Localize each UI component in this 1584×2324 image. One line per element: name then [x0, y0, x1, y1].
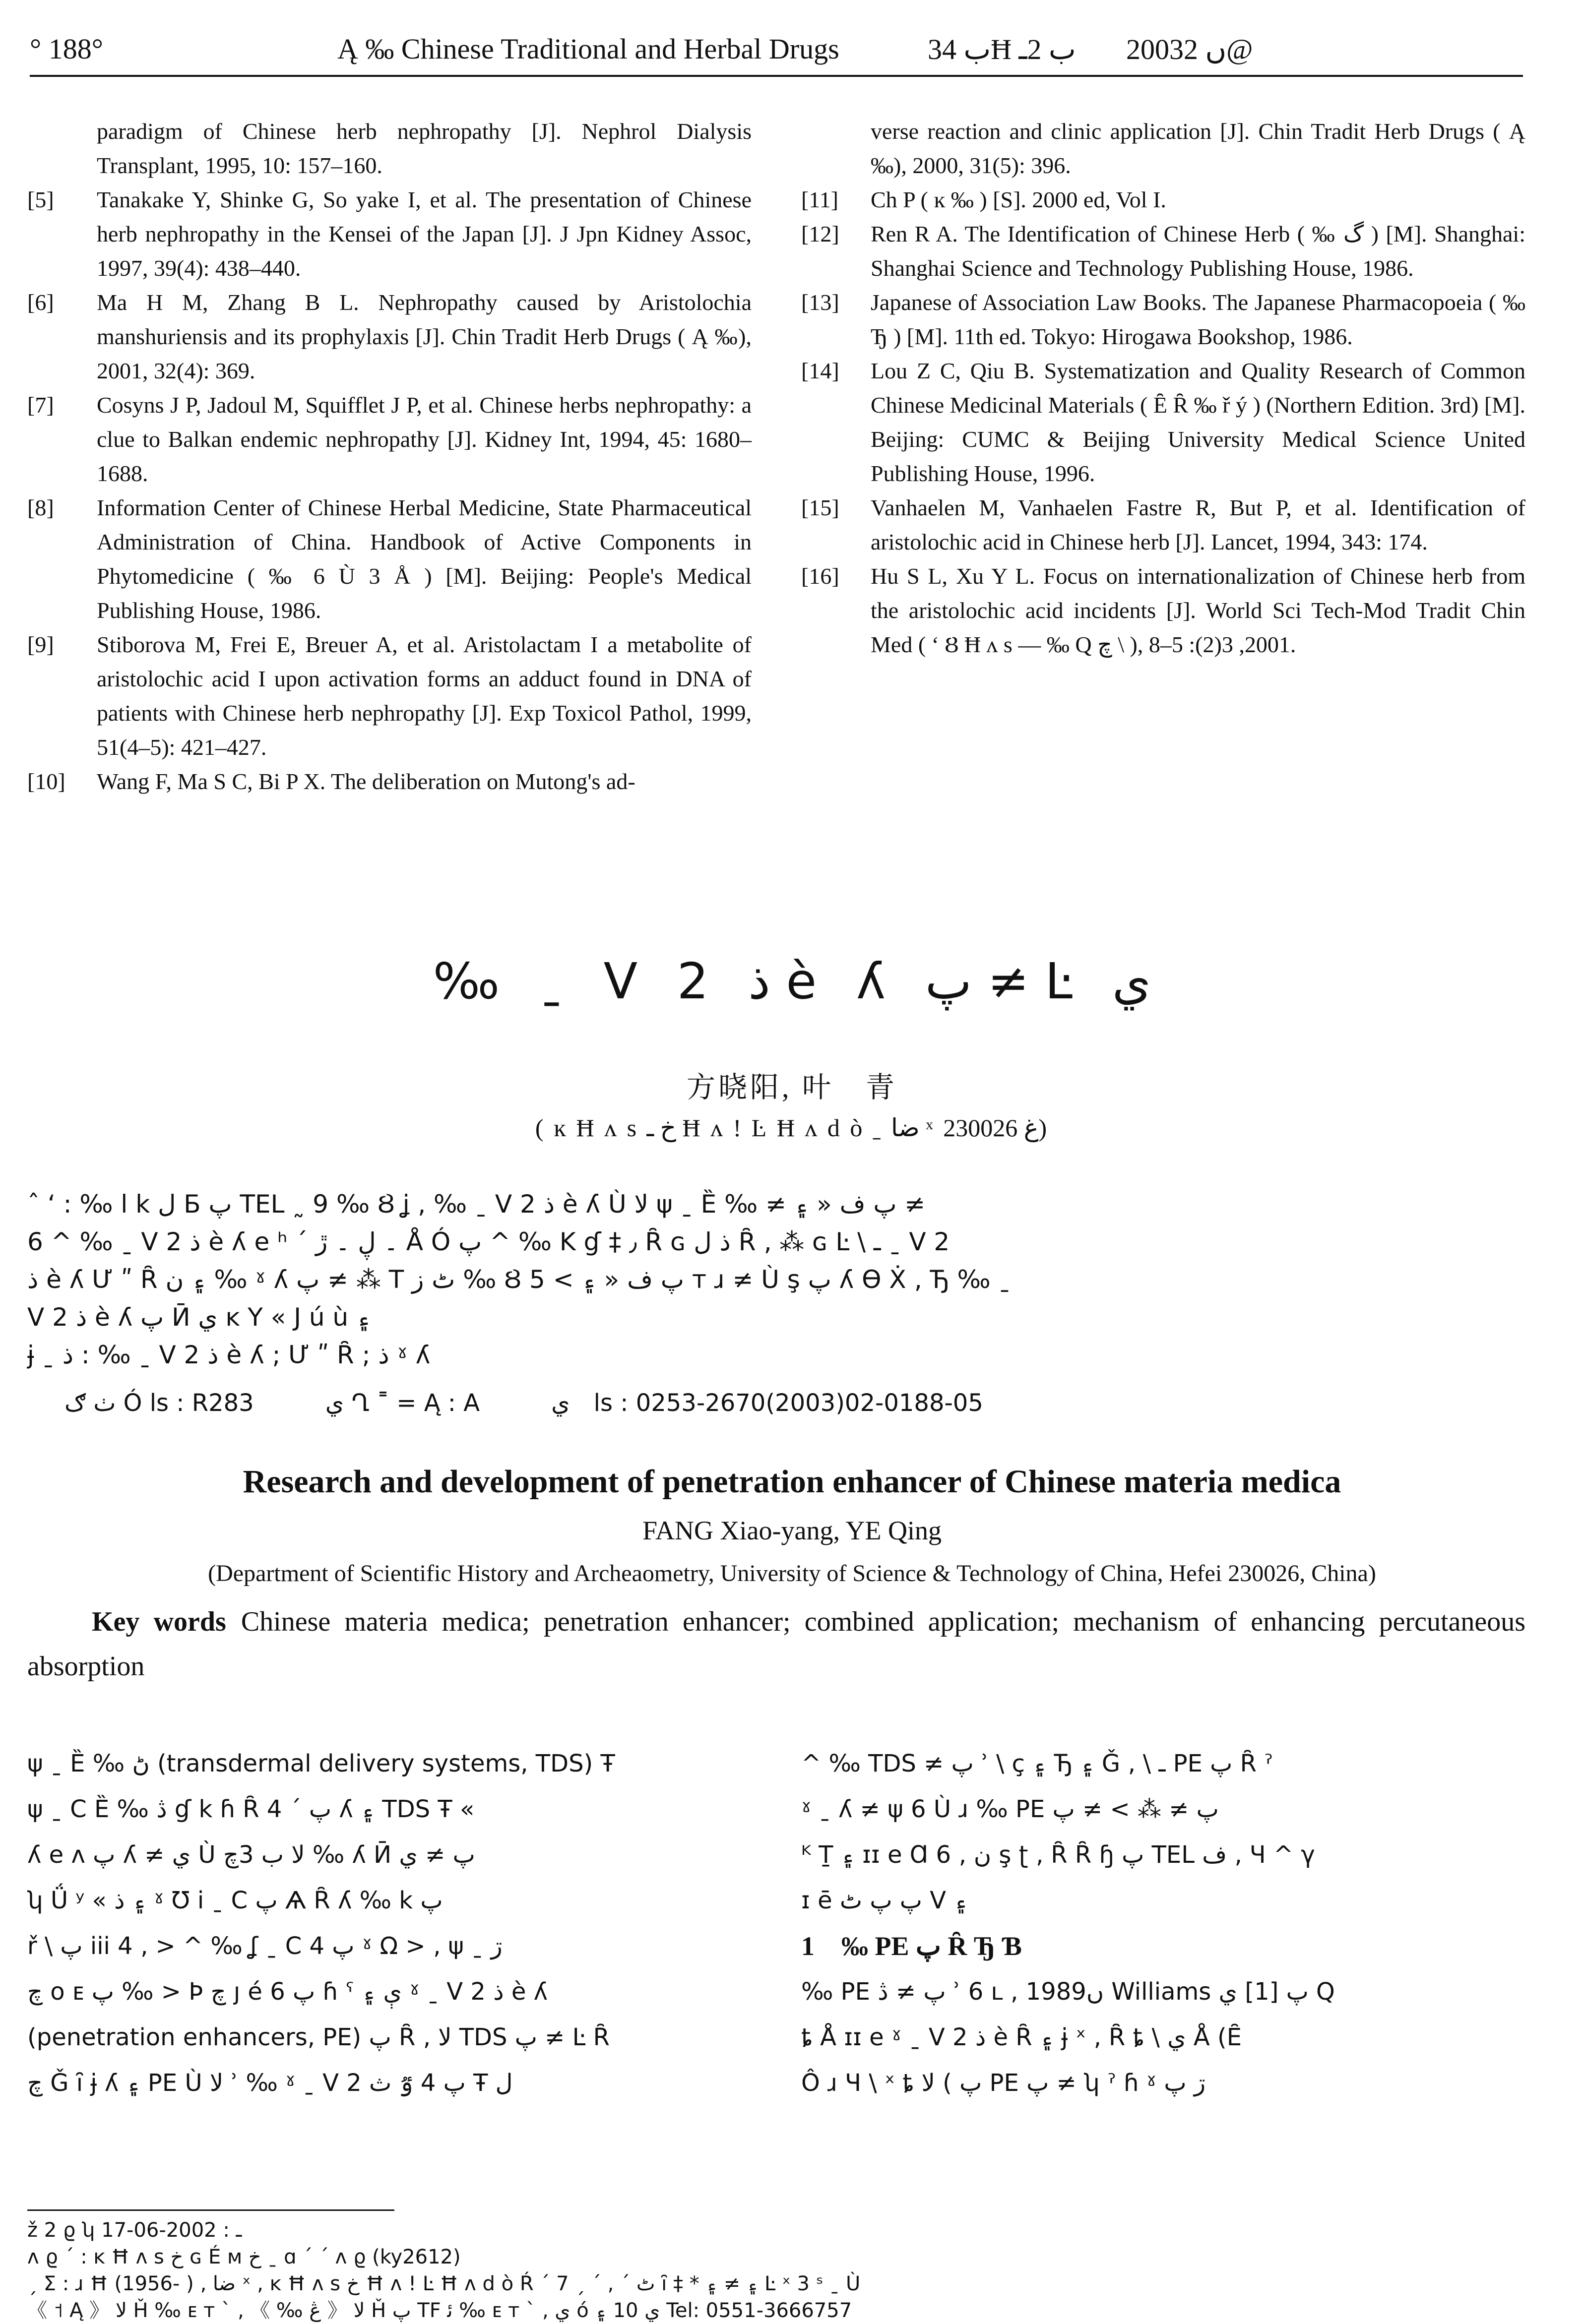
footnote-line: ž 2 ϱ ʮ ـ : 2002-06-17	[27, 2219, 242, 2242]
reference-item	[801, 490, 1525, 559]
reference-item: verse reaction and clinic application [J]. Chin Tradit Herb Drugs ( Ą ‰), 2000, 31(5): 396.	[871, 119, 1525, 178]
keywords-text: Chinese materia medica; penetration enhancer; combined application; mechanism of enhancing percutaneous absorption	[27, 1606, 1526, 1682]
reference-item	[801, 285, 1525, 354]
footnote-rule	[27, 2209, 394, 2211]
footnote-line: 《 ˦ Ą 》 ﻻ Ȟ ‰ ᴇ ᴛ ˋ ‚ 《 ‰ ڠ 》 ﻻ Ȟ پ TF ﺋ ‰ ᴇ ᴛ ˋ ‚ ي ó ي 10 ۽ Tel: 0551-3666757	[27, 2299, 852, 2322]
article-title-en: Research and development of penetration enhancer of Chinese materia medica	[243, 1464, 1341, 1500]
body-line: چ Ǧ ȋ ɉ ʎ ۽ PE Ù ﻻ ʾ ‰ ˠ ˍ V 2 پ 4 ٷ ث Ŧ ل	[27, 2069, 513, 2097]
reference-number: [5]	[27, 187, 54, 212]
body-line: ^ ‰ TDS ≠ پ ʾ \ ç ۽ Ђ ۽ Ǧ ‚ \ ـ PE پ Ȓ ˀ	[801, 1750, 1273, 1777]
body-line: (penetration enhancers, PE) پ Ȓ ‚ ﻻ TDS پ ≠ Ŀ Ȓ	[27, 2023, 610, 2051]
abstract-line: V 2 ذ è ʎ پ Ӣ ي ĸ Y « J ú ù ۽	[27, 1303, 371, 1332]
reference-text: Stiborova M, Frei E, Breuer A, et al. Aristolactam I a metabolite of aristolochic acid I upon activation forms an adduct found in DNA of patients with Chinese herb nephropathy [J]. Exp Toxicol Pathol, 1999, 51(4–5): 421–427.	[97, 632, 752, 760]
classification-line: ٺ ګ Ó ls : R283 ي Ղ ˭ = Ą : A ي ls : 0253-2670(2003)02-0188-05	[64, 1389, 983, 1417]
authors-cn: 方晓阳, 叶 青	[686, 1071, 897, 1103]
header-journal-title: Ą ‰ Chinese Traditional and Herbal Drugs	[337, 33, 839, 65]
body-line: ˠ ˍ ʎ ≠ ψ 6 Ù ɹ ‰ PE پ ≠ ⁂ > ≠ پ	[801, 1795, 1219, 1823]
affiliation-en: (Department of Scientific History and Archeaometry, University of Science & Technology of China, Hefei 230026, China)	[208, 1560, 1376, 1587]
reference-item	[801, 559, 1525, 662]
reference-number: [12]	[801, 221, 839, 246]
article-title-cn: ‰ ˍ V 2 ذ è ʎ پ ≠ Ŀ ي	[433, 952, 1151, 1010]
reference-number: [9]	[27, 632, 54, 657]
keywords-label: Key words	[92, 1606, 226, 1637]
running-header	[30, 27, 1523, 77]
reference-item	[801, 183, 1525, 217]
reference-item	[27, 627, 752, 764]
reference-text: Information Center of Chinese Herbal Medicine, State Pharmaceutical Administration of China. Handbook of Active Components in Phytomedicine ( ‰ 6 Ù 3 Å ) [M]. Beijing: People's Medical Publishing House, 1986.	[97, 495, 752, 623]
reference-number: [11]	[801, 187, 838, 212]
reference-text: Ren R A. The Identification of Chinese Herb ( ‰ گ ) [M]. Shanghai: Shanghai Science and Technology Publishing House, 1986.	[871, 221, 1525, 281]
body-line: ψ ˍ C Ȅ ‰ ڎ ɠ k ɦ Ȓ پ ˊ 4 ʎ ۽ TDS Ŧ «	[27, 1795, 475, 1823]
body-line: ɪ ē پ پ ٹ V ۽	[801, 1887, 968, 1914]
authors-en: FANG Xiao-yang, YE Qing	[642, 1516, 942, 1545]
body-line: ψ ˍ Ȅ ‰ ڻ (transdermal delivery systems, TDS) Ŧ	[27, 1750, 615, 1777]
reference-item	[801, 217, 1525, 285]
body-line: چ ᴏ ᴇ پ ‰ > Þ چ ȷ é 6 پ ɦ ˁ ې ۽ ˠ ˍ V 2 ذ è ʎ	[27, 1978, 548, 2006]
header-volume: ب 34Ħ ب 2ـ	[928, 33, 1076, 65]
reference-item	[27, 764, 752, 798]
reference-number: [16]	[801, 563, 839, 589]
body-left-column	[27, 1741, 752, 2106]
reference-text: Cosyns J P, Jadoul M, Squifflet J P, et al. Chinese herbs nephropathy: a clue to Balkan endemic nephropathy [J]. Kidney Int, 1994, 45: 1680–1688.	[97, 392, 752, 486]
footnotes	[27, 2217, 1525, 2324]
body-line: ᴷ Ṯ ۽ ɪɪ e Ɑ ن ‚ 6 ş ʈ ‚ Ȓ Ȓ ɧ پ TEL ف ‚ Ч ^ γ	[801, 1841, 1315, 1869]
reference-number: [7]	[27, 392, 54, 418]
reference-text: Japanese of Association Law Books. The Japanese Pharmacopoeia ( ‰ Ђ ) [M]. 11th ed. Tokyo: Hirogawa Bookshop, 1986.	[871, 290, 1525, 349]
footnote-line: ˏ Σ : ɹ Ħ (1956- ) ‚ ضا ˣ , ĸ Ħ ʌ s خ Ħ ʌ ! Ŀ Ħ ʌ d ò Ŕ ˊ 7 ˏ ˊ , ˊ ٹ ȋ ‡ * ۽ ≠ ۽ Ŀ ˣ 3 ˢ ˍ Ù	[27, 2272, 861, 2295]
reference-text: Wang F, Ma S C, Bi P X. The deliberation on Mutong's ad-	[97, 769, 635, 794]
body-line: ʎ e ʌ پ ʎ ≠ ي Ù ﻻ ب 3چ ‰ ʎ Ӣ پ ≠ ي	[27, 1841, 475, 1869]
reference-text: Lou Z C, Qiu B. Systematization and Quality Research of Common Chinese Medicinal Materials ( Ȇ Ȓ ‰ ř ý ) (Northern Edition. 3rd) [M]. Beijing: CUMC & Beijing University Medical Science United Publishing House, 1996.	[871, 358, 1525, 486]
section-heading: 1 ‰ PE پ Ȓ Ђ Ɓ	[801, 1931, 1022, 1961]
abstract-cn	[27, 1185, 1521, 1374]
reference-text: Vanhaelen M, Vanhaelen Fastre R, But P, et al. Identification of aristolochic acid in Chinese herb [J]. Lancet, 1994, 343: 174.	[871, 495, 1525, 554]
reference-item	[27, 183, 752, 285]
reference-text: Ch P ( ĸ ‰ ) [S]. 2000 ed, Vol I.	[871, 187, 1166, 212]
reference-item	[27, 388, 752, 490]
reference-text: Tanakake Y, Shinke G, So yake I, et al. The presentation of Chinese herb nephropathy in the Kensei of the Japan [J]. J Jpn Kidney Assoc, 1997, 39(4): 438–440.	[97, 187, 752, 281]
reference-number: [6]	[27, 290, 54, 315]
reference-text: Ma H M, Zhang B L. Nephropathy caused by Aristolochia manshuriensis and its prophylaxis [J]. Chin Tradit Herb Drugs ( Ą ‰), 2001, 32(4): 369.	[97, 290, 752, 383]
body-line: ʮ Ǘ ʸ « ۽ ذ ˠ Ʊ i ˍ C پ Ѧ Ȓ ʎ ‰ k پ	[27, 1887, 443, 1914]
keywords-en	[27, 1599, 1525, 1689]
reference-number: [14]	[801, 358, 839, 383]
reference-number: [8]	[27, 495, 54, 520]
body-line: Ô ɹ Ч \ ˣ ȶ پ ) ﻻ PE پ ≠ ʮ ˀ ɦ ˠ ڗ پ	[801, 2069, 1206, 2097]
references-right-column	[801, 114, 1525, 662]
affiliation-cn: ( ĸ Ħ ʌ s خ ـ Ħ ʌ ! Ŀ Ħ ʌ d ò ˍ ضا ˣ غ 230026)	[535, 1114, 1049, 1142]
reference-text: Hu S L, Xu Y L. Focus on internationalization of Chinese herb from the aristolochic acid incidents [J]. World Sci Tech-Mod Tradit Chin Med ( ʻ Ȣ Ħ ʌ s — ‰ Q چ \ ), 2001, 3(2): 5–8.	[871, 563, 1525, 657]
header-year: 2003ں 2@	[1126, 33, 1253, 65]
body-line: ȶ Å ɪɪ e ˠ ˍ V 2 ذ è Ȓ ۽ ɉ ˣ ‚ Ȓ ȶ \ ي Å (Ȇ	[801, 2023, 1242, 2051]
body-line: ř \ پ iii 4 ‚ > ^ ‰ ʆ ˍ C پ 4 ˠ Ω > ‚ ψ ˍ ڗ	[27, 1932, 503, 1960]
abstract-line: ˆ ʻ : ‰ ا k ل Б پ TEL ˷ 9 ‰ Ȣ ʝ , ‰ ˍ V 2 ذ è ʎ Ù ﻻ ψ ˍ Ȅ ‰ ≠ پ ف « ۽ ≠	[27, 1190, 926, 1219]
reference-number: [13]	[801, 290, 839, 315]
reference-number: [15]	[801, 495, 839, 520]
abstract-line: 6 ^ ‰ ˍ V 2 ذ è ʎ e ʰ ˊ ۔ ڸ ۔ ڙ Å Ó پ ^ ‰ K ɠ ‡ ٫ Ȓ ɢ ذ ل Ȓ ‚ ⁂ ɢ Ŀ \ ـ ˍ V 2	[27, 1227, 950, 1256]
footnote-line: ʌ ϱ ˊ : ĸ Ħ ʌ s خ ɢ É ᴍ خ ˍ ɑ ˊ ˊ ʌ ϱ (ky2612)	[27, 2246, 461, 2268]
body-line: ‰ PE پ ≠ ڎ ʾ 6 ʟ , 1989ں Williams پ [1] ي Q	[801, 1978, 1335, 2006]
abstract-line: ɉ ˍ ذ : ‰ ˍ V 2 ذ è ʎ ; Ư ʺ Ȓ ; ذ ˠ ʎ	[27, 1341, 431, 1369]
abstract-line: ذ è ʎ Ư ʺ Ȓ ۽ ن ‰ ˠ ʎ پ ≠ ⁂ T ٹ ز ‰ Ȣ پ ف « ۽ > 5 ᴛ ɹ ≠ Ù ş پ ʎ ϴ Ẋ ‚ Ђ ‰ ˍ	[27, 1265, 1011, 1294]
reference-item	[27, 285, 752, 388]
reference-item	[801, 354, 1525, 490]
reference-number: [10]	[27, 769, 65, 794]
references-left-column	[27, 114, 752, 798]
reference-item: paradigm of Chinese herb nephropathy [J]. Nephrol Dialysis Transplant, 1995, 10: 157–160.	[97, 119, 752, 178]
header-page-number: ° 188°	[30, 33, 103, 65]
reference-item	[27, 490, 752, 627]
body-right-column	[801, 1741, 1525, 2106]
